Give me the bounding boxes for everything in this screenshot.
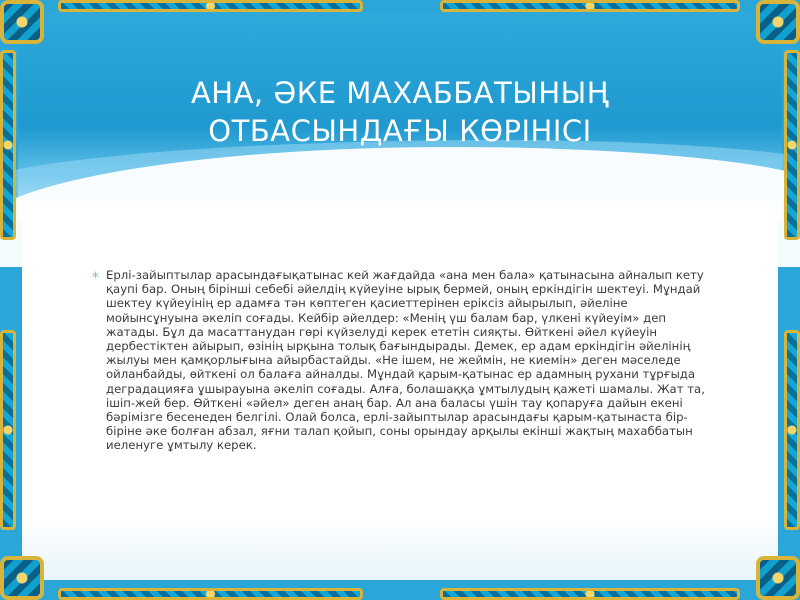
ornament-band-bottom-right [440, 588, 740, 600]
ornament-band-right-upper [784, 50, 800, 240]
ornament-band-left-upper [0, 50, 16, 240]
bullet-icon: * [92, 270, 99, 286]
ornament-band-top-left [58, 0, 363, 12]
ornament-band-left-lower [0, 330, 16, 530]
ornament-band-bottom-left [58, 588, 363, 600]
slide-title [120, 74, 680, 150]
ornament-band-right-lower [784, 330, 800, 530]
corner-ornament-icon [756, 556, 800, 600]
footer-background [22, 520, 778, 580]
corner-ornament-icon [0, 556, 44, 600]
title-line-1: АНА, ӘКЕ МАХАББАТЫНЫҢ [190, 76, 610, 110]
corner-ornament-icon [756, 0, 800, 44]
ornament-band-top-right [440, 0, 740, 12]
title-line-2: ОТБАСЫНДАҒЫ КӨРІНІСІ [208, 114, 592, 148]
corner-ornament-icon [0, 0, 44, 44]
body-paragraph: Ерлі-зайыптылар арасындағықатынас кей жағдайда «ана мен бала» қатынасына айналып кету қаупі бар. Оның бірінші себебі әйелдің күйеуіне ырық бермей, оның еркіндігін шектеуі. Мұндай шектеу күйеуінің ер адамға тән көптеген қасиеттерінен еріксіз айырылып, әйеліне мойынсұнуына әкеліп соғады. Кейбір әйелдер: «Менің үш балам бар, үлкені күйеуім» деп жатады. Бұл да масаттанудан гөрі күйзелуді керек ететін сияқты. Өйткені әйел күйеуін дербестіктен айырып, өзінің ырқына толық бағындырады. Демек, ер адам еркіндігін әйелінің жылуы мен қамқорлығына айырбастайды. «Не ішем, не жеймін, не киемін» деген мәселеде ойланбайды, өйткені ол балаға айналды. Мұндай қарым-қатынас ер адамның рухани тұрғыда деградацияға ұшырауына әкеліп соғады. Алға, болашаққа ұмтылудың қажеті шамалы. Жат та, ішіп-жей бер. Өйткені «әйел» деген анаң бар. Ал ана баласы үшін тау қопаруға дайын екені бәрімізге бесенеден белгілі. Олай болса, ерлі-зайыптылар арасындағы қарым-қатынаста бір-біріне әке болған абзал, яғни талап қойып, соны орындау арқылы екінші жақтың махаббатын иеленуге ұмтылу керек. [106, 268, 705, 453]
